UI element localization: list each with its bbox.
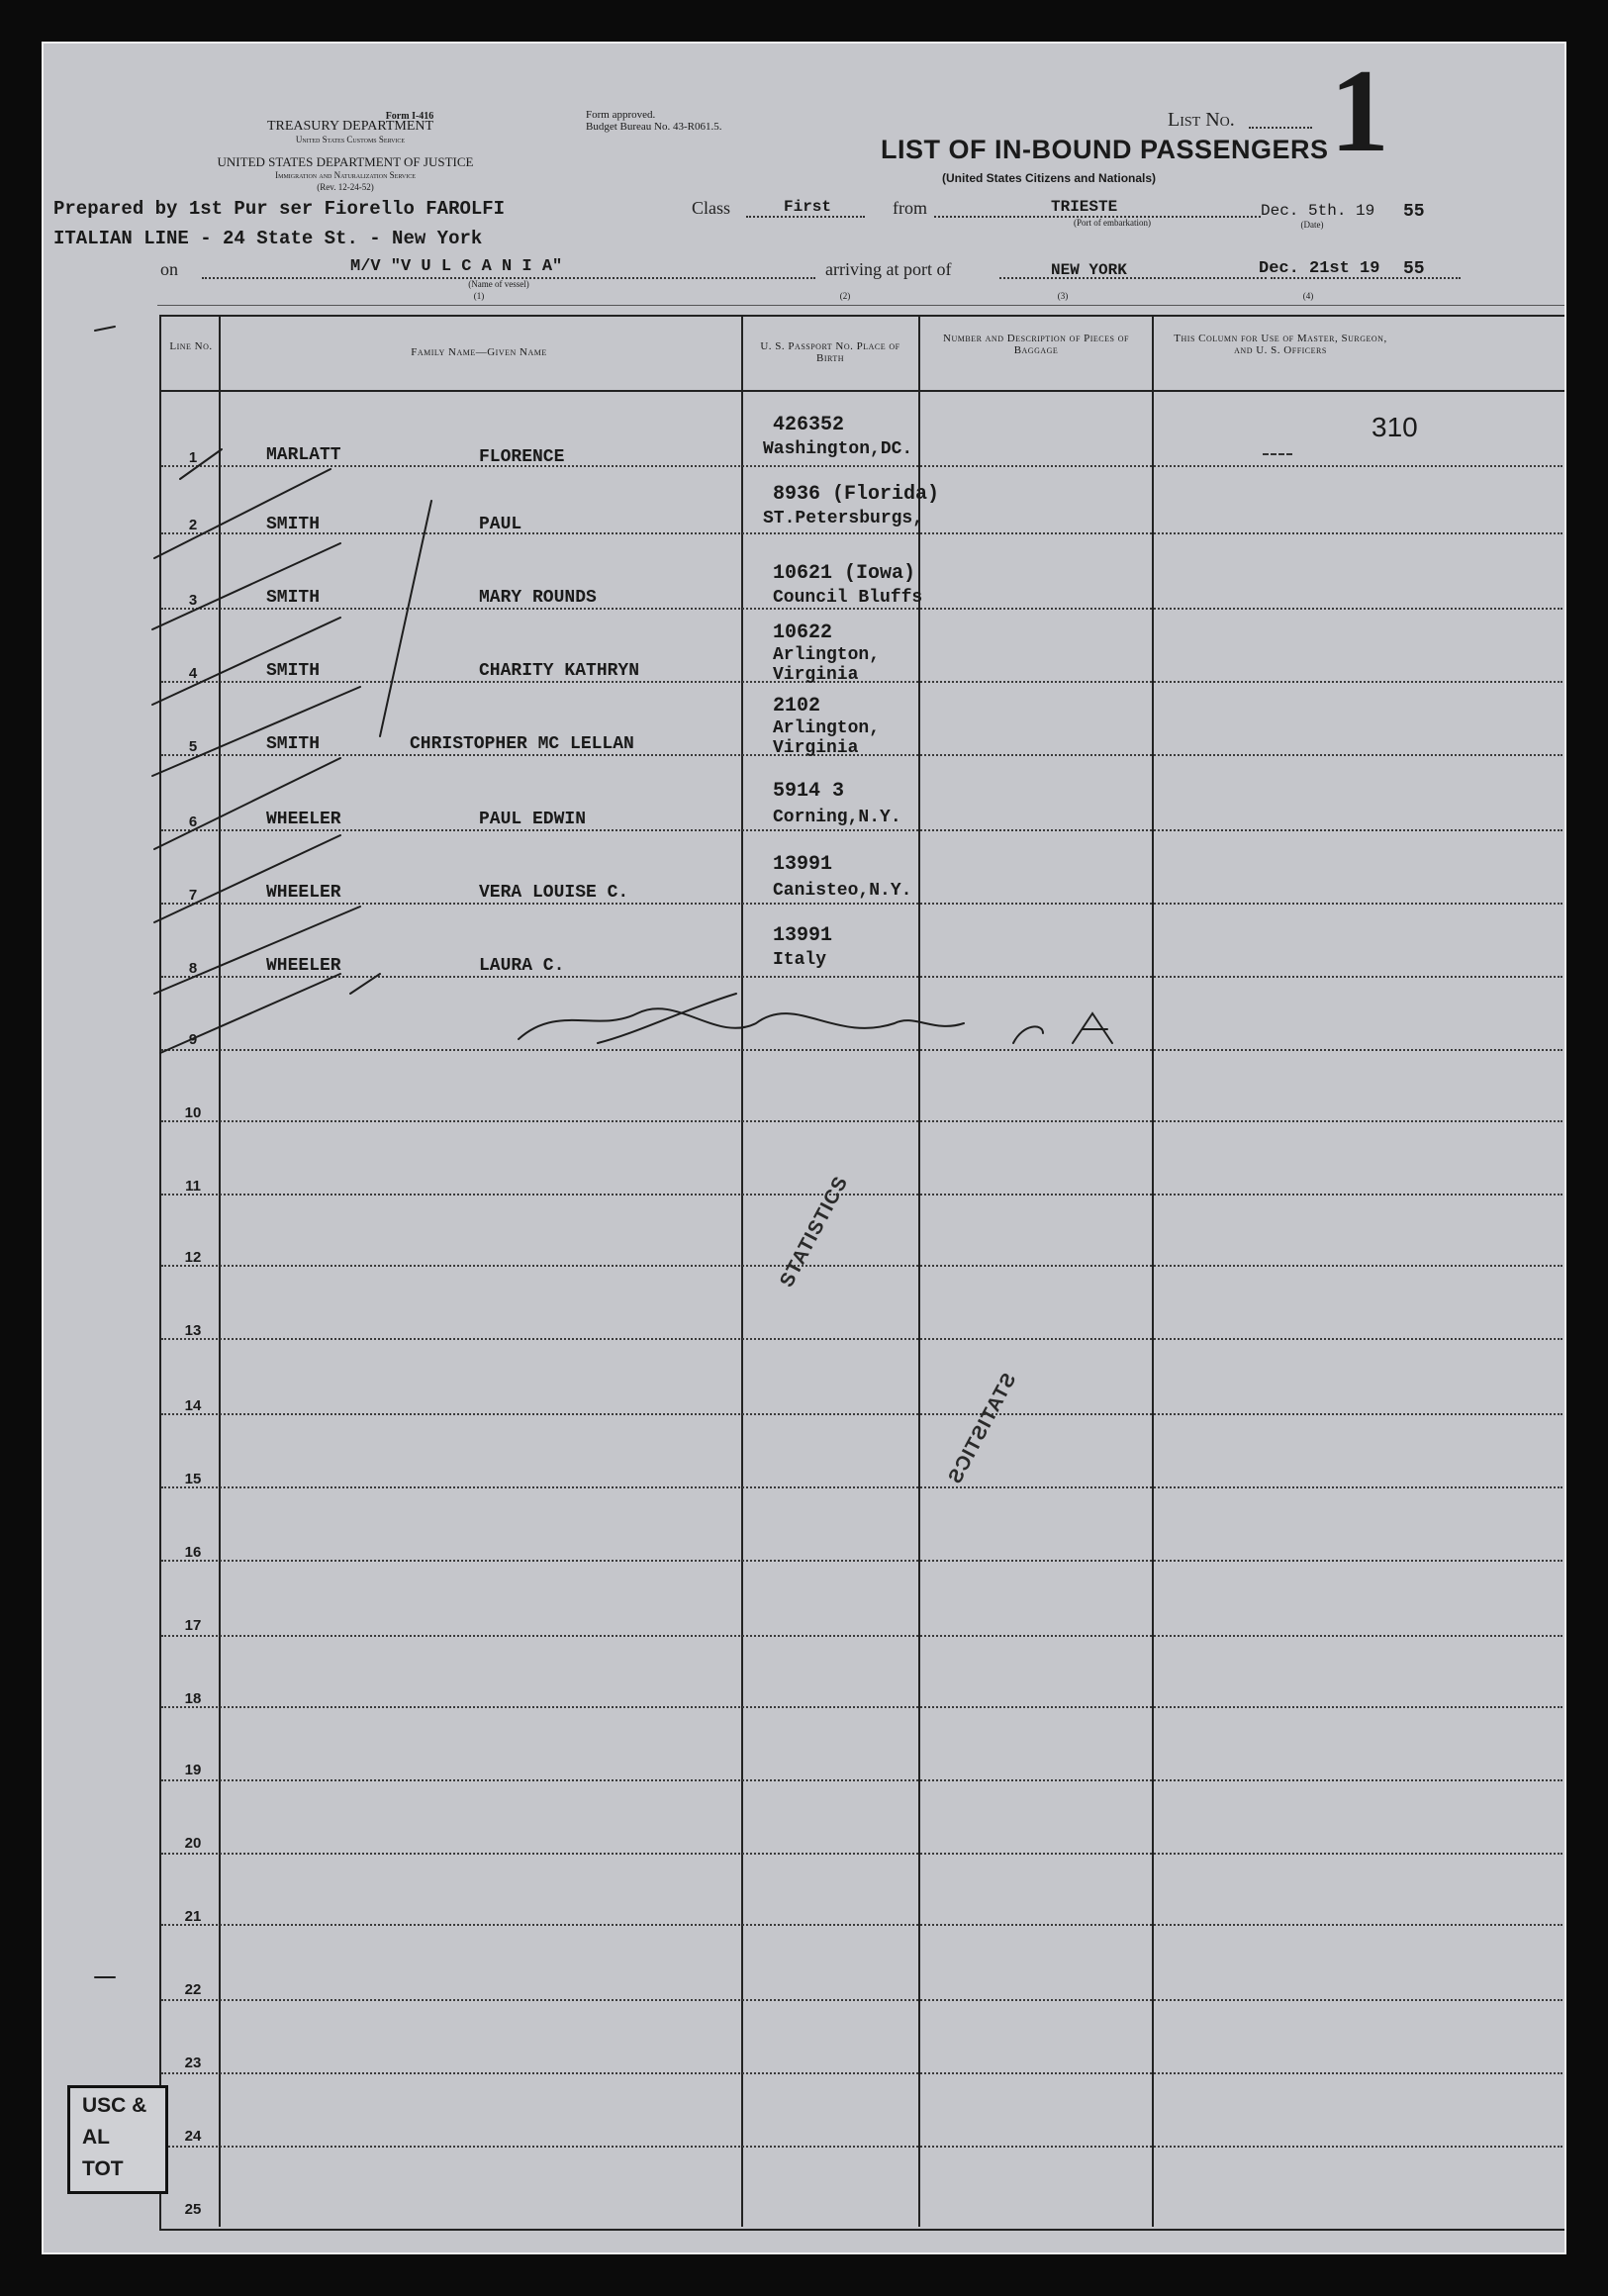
embark-date: Dec. 5th. 19 xyxy=(1261,202,1375,220)
class-value: First xyxy=(784,198,832,216)
header-passport: U. S. Passport No. Place of Birth xyxy=(760,340,900,364)
statistics-stamp: STATISTICS xyxy=(943,1370,1021,1488)
statistics-stamp: STATISTICS xyxy=(776,1172,853,1292)
line-number: 17 xyxy=(184,1617,202,1634)
form-approved: Form approved. xyxy=(586,109,656,121)
line-number: 2 xyxy=(188,517,198,533)
arrival-date: Dec. 21st 19 xyxy=(1259,259,1380,278)
class-label: Class xyxy=(692,198,731,218)
col-number-3: (3) xyxy=(1057,291,1069,301)
line-number: 8 xyxy=(188,960,198,977)
justice-dept: UNITED STATES DEPARTMENT OF JUSTICE xyxy=(217,154,474,169)
place-of-birth: Canisteo,N.Y. xyxy=(773,881,912,901)
place-of-birth: Arlington, Virginia xyxy=(773,718,881,758)
family-name: WHEELER xyxy=(266,956,341,976)
port-embark-caption: (Port of embarkation) xyxy=(1074,218,1151,228)
prepared-by: Prepared by 1st Pur ser Fiorello FAROLFI xyxy=(53,198,506,220)
family-name: MARLATT xyxy=(266,445,341,465)
line-number: 14 xyxy=(184,1397,202,1414)
line-number: 15 xyxy=(184,1471,202,1487)
officer-value: 310 xyxy=(1372,412,1418,442)
treasury-dept: TREASURY DEPARTMENT xyxy=(266,119,434,134)
line-number: 5 xyxy=(188,738,198,755)
place-of-birth: Washington,DC. xyxy=(763,439,913,459)
line-number: 7 xyxy=(188,887,198,904)
port-arrival: NEW YORK xyxy=(1051,261,1127,279)
family-name: SMITH xyxy=(266,515,321,534)
line-number: 1 xyxy=(188,449,198,466)
list-no-line xyxy=(1249,127,1312,129)
family-name: SMITH xyxy=(266,734,321,754)
passport-number: 13991 xyxy=(773,924,833,947)
line-number: 22 xyxy=(184,1981,202,1998)
line-number: 23 xyxy=(184,2055,202,2071)
ins-service: Immigration and Naturalization Service xyxy=(275,170,416,180)
line-number: 16 xyxy=(184,1544,202,1561)
line-number: 9 xyxy=(188,1031,198,1048)
passport-number: 5914 3 xyxy=(773,780,845,803)
arrival-date-line xyxy=(1271,277,1461,279)
class-line xyxy=(746,216,865,218)
col-number-4: (4) xyxy=(1302,291,1314,301)
line-number: 12 xyxy=(184,1249,202,1266)
edge-mark xyxy=(95,327,115,331)
form-subtitle: (United States Citizens and Nationals) xyxy=(942,171,1157,185)
line-number: 21 xyxy=(184,1908,202,1925)
given-name: PAUL EDWIN xyxy=(479,810,587,829)
header-officers: This Column for Use of Master, Surgeon, and U. S. Officers xyxy=(1174,333,1387,356)
embark-year: 55 xyxy=(1403,202,1425,222)
given-name: FLORENCE xyxy=(479,447,565,467)
port-embarkation: TRIESTE xyxy=(1051,198,1118,216)
prepared-line-address: ITALIAN LINE - 24 State St. - New York xyxy=(53,228,483,249)
place-of-birth: Council Bluffs xyxy=(773,588,923,608)
table-header-rule xyxy=(161,390,1566,392)
usc-box-line: TOT xyxy=(82,2157,124,2180)
header-name: Family Name—Given Name xyxy=(411,346,547,358)
line-number: 11 xyxy=(185,1178,201,1195)
form-number: Form I-416 xyxy=(385,111,434,122)
place-of-birth: Arlington, Virginia xyxy=(773,645,881,685)
passport-number: 2102 xyxy=(773,695,821,718)
usc-box-line: USC & xyxy=(82,2094,147,2117)
list-number: 1 xyxy=(1330,45,1389,176)
col-number-1: (1) xyxy=(473,291,485,301)
line-number: 20 xyxy=(184,1835,202,1852)
line-number: 25 xyxy=(184,2201,202,2218)
header-line-no: Line No. xyxy=(169,340,213,352)
budget-bureau: Budget Bureau No. 43-R061.5. xyxy=(586,121,722,133)
family-name: WHEELER xyxy=(266,883,341,903)
vessel-name: M/V "V U L C A N I A" xyxy=(350,257,563,276)
family-name: WHEELER xyxy=(266,810,341,829)
line-number: 4 xyxy=(188,665,198,682)
date-caption: (Date) xyxy=(1300,220,1324,230)
line-number: 3 xyxy=(188,592,198,609)
arriving-label: arriving at port of xyxy=(825,259,952,279)
given-name: CHRISTOPHER MC LELLAN xyxy=(410,734,634,754)
usc-box xyxy=(67,2085,168,2194)
port-arrival-line xyxy=(999,277,1267,279)
line-number: 6 xyxy=(188,813,198,830)
given-name: VERA LOUISE C. xyxy=(479,883,629,903)
on-label: on xyxy=(160,259,178,279)
vessel-caption: (Name of vessel) xyxy=(468,279,529,289)
line-number: 19 xyxy=(184,1762,202,1778)
line-number: 13 xyxy=(184,1322,202,1339)
line-number: 10 xyxy=(184,1104,202,1121)
passport-number: 8936 (Florida) xyxy=(773,483,940,506)
usc-box-line: AL xyxy=(82,2126,110,2149)
line-number: 24 xyxy=(184,2128,202,2145)
customs-service: United States Customs Service xyxy=(295,135,406,144)
passport-number: 10622 xyxy=(773,622,833,644)
given-name: LAURA C. xyxy=(479,956,565,976)
given-name: MARY ROUNDS xyxy=(479,588,597,608)
revision: (Rev. 12-24-52) xyxy=(317,182,374,192)
passport-number: 426352 xyxy=(773,414,845,436)
passport-number: 10621 (Iowa) xyxy=(773,562,916,585)
passenger-manifest-sheet xyxy=(42,42,1566,2254)
header-baggage: Number and Description of Pieces of Baggage xyxy=(943,333,1129,356)
from-label: from xyxy=(893,198,927,218)
family-name: SMITH xyxy=(266,661,321,681)
officer-dash xyxy=(1263,453,1292,455)
line-number: 18 xyxy=(184,1690,202,1707)
place-of-birth: Corning,N.Y. xyxy=(773,808,901,827)
header-rule xyxy=(157,305,1566,306)
place-of-birth: Italy xyxy=(773,950,827,970)
place-of-birth: ST.Petersburgs, xyxy=(763,509,924,528)
given-name: PAUL xyxy=(479,515,522,534)
arrival-year: 55 xyxy=(1403,259,1425,279)
col-number-2: (2) xyxy=(839,291,851,301)
passport-number: 13991 xyxy=(773,853,833,876)
given-name: CHARITY KATHRYN xyxy=(479,661,640,681)
list-no-label: List No. xyxy=(1168,109,1235,131)
form-title: LIST OF IN-BOUND PASSENGERS xyxy=(881,135,1329,164)
family-name: SMITH xyxy=(266,588,321,608)
